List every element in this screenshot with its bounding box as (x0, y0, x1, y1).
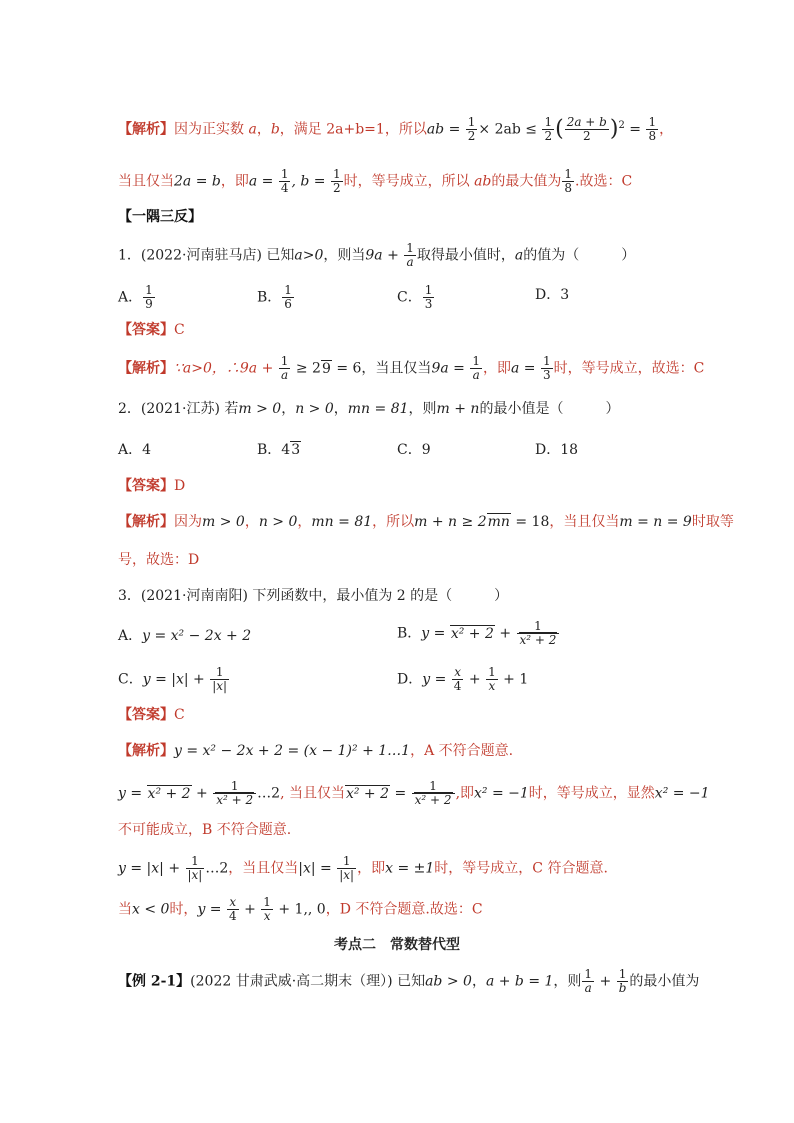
fraction: $\frac{1}{8}$ (564, 167, 573, 195)
example-solution-line-2: 当且仅当2a = b，即a = $\frac{1}{4}$ , b = $\frac{1}{2}$ 时，等号成立，所以 ab的最大值为 $\frac{1}{8}$ .故选：C (118, 167, 633, 195)
option-d[interactable]: D．3 (535, 287, 570, 303)
option-a[interactable]: A．4 (118, 442, 152, 458)
fraction: $\frac{2a + b}{2}$ (566, 115, 607, 144)
option-b[interactable]: B．43 (257, 442, 301, 458)
question-1-stem: 1．(2022·河南驻马店) 已知a>0，则当9a + $\frac{1}{a}$ 取得最小值时，a的值为（ ） (118, 241, 636, 269)
section-heading-yiju: 【一隅三反】 (118, 209, 202, 225)
example-2-1-stem: 【例 2-1】(2022 甘肃武威·高二期末（理）) 已知ab > 0，a + b = 1，则 $\frac{1}{a}$ + $\frac{1}{b}$ 的最小值为 (118, 967, 700, 995)
option-a[interactable]: A．y = x² − 2x + 2 (118, 628, 252, 644)
fraction: $\frac{1}{2}$ (544, 115, 553, 144)
question-3-solution-3: 不可能成立，B 不符合题意. (118, 822, 292, 838)
section-title: 考点二 常数替代型 (334, 937, 460, 953)
question-2-stem: 2．(2021·江苏) 若m > 0，n > 0，mn = 81，则m + n的最小值是（ ） (118, 401, 620, 417)
option-c[interactable]: C．y = |x| + $\frac{1}{|x|}$ (118, 665, 228, 693)
question-3-solution-4: y = |x| + $\frac{1}{|x|}$ …2，当且仅当|x| = $\frac{1}{|x|}$ ，即x = ±1时，等号成立，C 符合题意. (118, 854, 608, 882)
question-1-answer: 【答案】C (118, 322, 185, 338)
option-c[interactable]: C．9 (397, 442, 431, 458)
option-c[interactable]: C． $\frac{1}{3}$ (397, 283, 433, 311)
question-1-solution: 【解析】∵a>0，∴9a + $\frac{1}{a}$ ≥ 29 = 6，当且仅当9a = $\frac{1}{a}$ ，即a = $\frac{1}{3}$ 时，等号成立，故选：C (118, 354, 705, 382)
question-3-solution-5: 当x < 0时，y = $\frac{x}{4}$ + $\frac{1}{x}$ + 1,, 0，D 不符合题意.故选：C (118, 895, 483, 923)
fraction: $\frac{1}{2}$ (467, 115, 476, 144)
question-3-answer: 【答案】C (118, 707, 185, 723)
question-2-solution-1: 【解析】因为m > 0，n > 0，mn = 81，所以m + n ≥ 2mn = 18，当且仅当m = n = 9时取等 (118, 514, 734, 530)
question-3-solution-1: 【解析】y = x² − 2x + 2 = (x − 1)² + 1…1，A 不符合题意. (118, 743, 514, 759)
option-d[interactable]: D．18 (535, 442, 579, 458)
fraction: $\frac{1}{8}$ (648, 115, 657, 144)
fraction: $\frac{1}{a}$ (406, 241, 414, 269)
question-2-answer: 【答案】D (118, 478, 186, 494)
solution-tag: 【解析】 (118, 121, 174, 138)
option-b[interactable]: B．y = x² + 2 + $\frac{1}{\text{x² + 2}}$ (397, 620, 560, 647)
fraction: $\frac{1}{2}$ (332, 167, 341, 195)
fraction: $\frac{1}{4}$ (280, 167, 289, 195)
question-3-stem: 3．(2021·河南南阳) 下列函数中，最小值为 2 的是（ ） (118, 588, 509, 604)
question-3-solution-2: y = x² + 2 + $\frac{1}{\text{x² + 2}}$ …2, 当且仅当x² + 2 = $\frac{1}{\text{x² + 2}}$ ,即x² = −1时，等号成立，显然x² = −1 (118, 779, 710, 807)
option-a[interactable]: A． $\frac{1}{9}$ (118, 283, 153, 311)
example-solution-line-1: 【解析】因为正实数 a，b，满足 2a+b=1，所以ab = $\frac{1}{2}$ × 2ab ≤ $\frac{1}{2}$ ( $\frac{2a + b}{2}$ )$^2$ = $\frac{1}{8}$ ， (118, 115, 674, 144)
option-d[interactable]: D．y = $\frac{x}{4}$ + $\frac{1}{x}$ + 1 (397, 665, 529, 693)
option-b[interactable]: B． $\frac{1}{6}$ (257, 283, 292, 311)
question-2-solution-2: 号，故选：D (118, 552, 200, 568)
